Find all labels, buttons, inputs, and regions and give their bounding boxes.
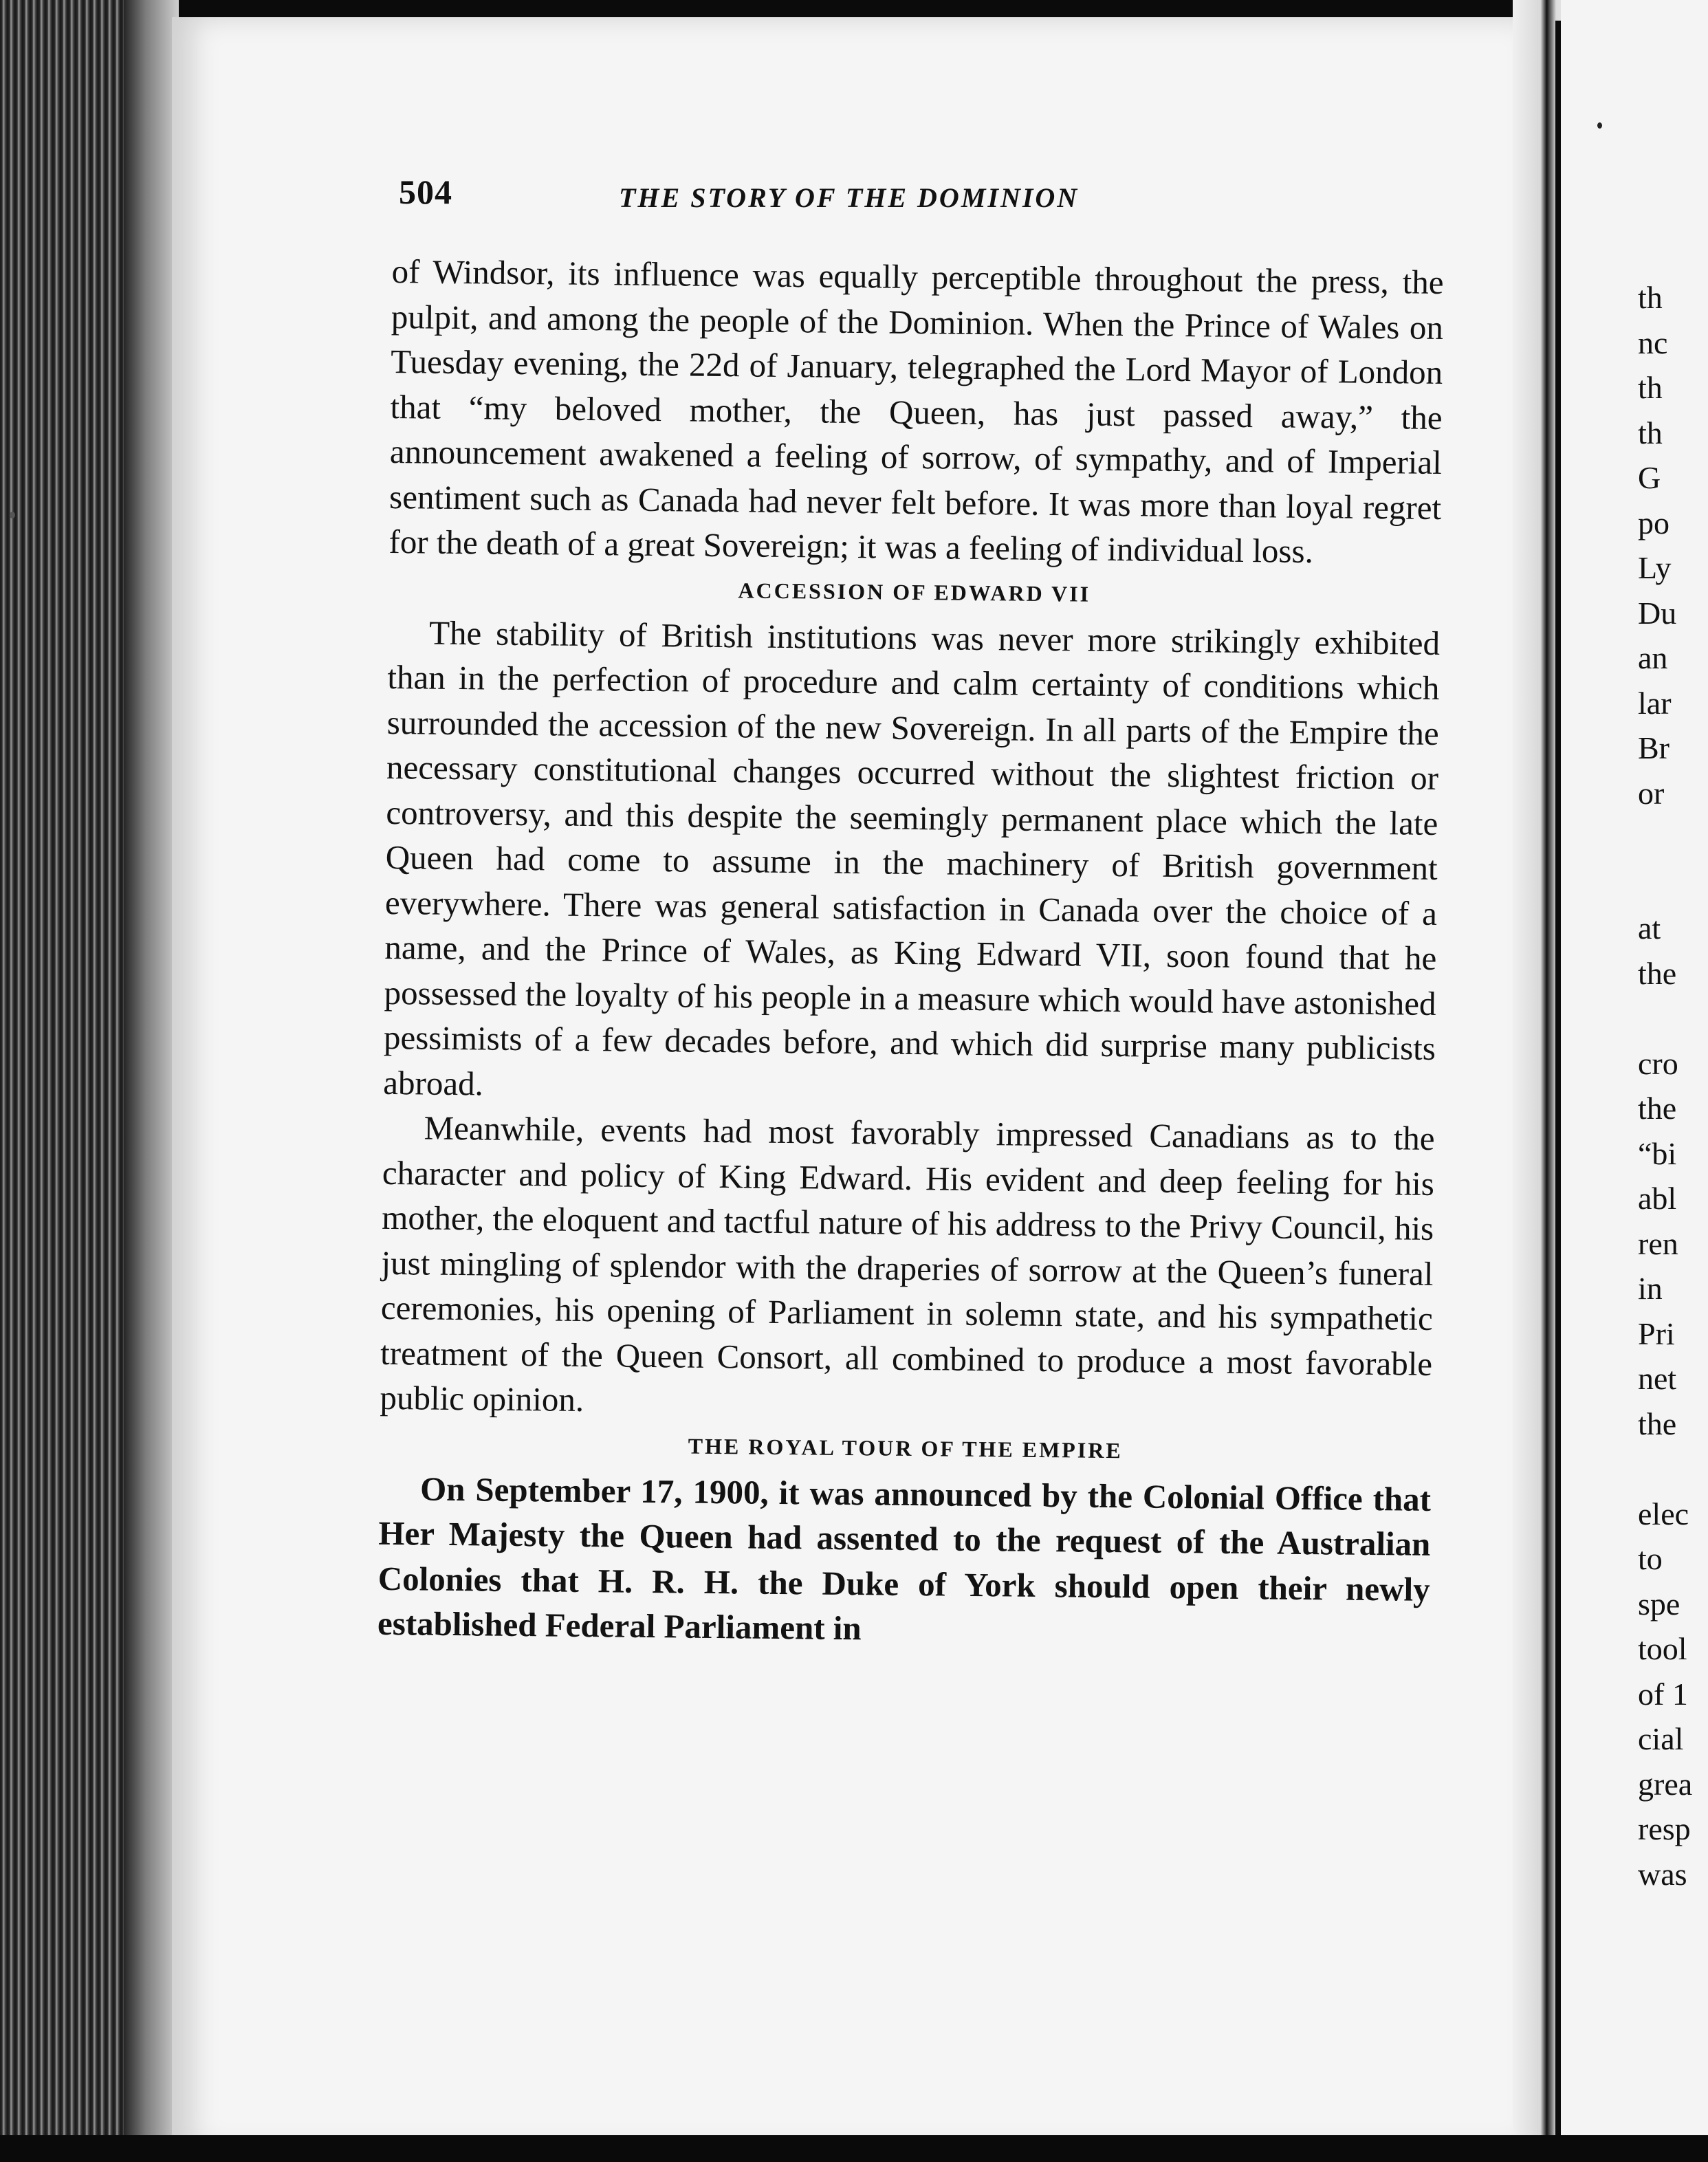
fragment-line: G (1638, 460, 1661, 495)
fragment-line: the (1638, 955, 1677, 991)
fragment-line: Br (1638, 730, 1669, 765)
fragment-line: Du (1638, 595, 1677, 631)
fragment-line: was (1638, 1856, 1687, 1892)
fragment-line: lar (1638, 685, 1672, 721)
fragment-line: resp (1638, 1811, 1691, 1846)
scan-bottom-border (0, 2135, 1708, 2162)
page-body (377, 249, 1444, 1657)
fragment-line: cro (1638, 1045, 1678, 1081)
fragment-line: th (1638, 415, 1663, 450)
section-heading-royal-tour: THE ROYAL TOUR OF THE EMPIRE (688, 1433, 1123, 1463)
fragment-line: elec (1638, 1496, 1689, 1531)
fragment-line (1638, 816, 1708, 861)
fragment-line: abl (1638, 1181, 1677, 1216)
section-heading-accession: ACCESSION OF EDWARD VII (738, 577, 1091, 607)
fragment-line: of 1 (1638, 1676, 1688, 1712)
fragment-line: the (1638, 1406, 1677, 1441)
fragment-line: an (1638, 640, 1668, 675)
fragment-line: or (1638, 775, 1665, 811)
paragraph-royal-tour: On September 17, 1900, it was announced by the Colonial Office that Her Majesty the Queen had assented to the request of the Australian Colonies that H. R. H. the Duke of York should open their newly established Federal Parliament in (377, 1470, 1432, 1648)
facing-page-text-fragments (1638, 275, 1708, 1897)
paragraph-windsor: of Windsor, its influence was equally perceptible throughout the press, the pulpit, and among the people of the Dominion. When the Prince of Wales on Tuesday evening, the 22d of January, telegraphed the Lord Mayor of London that “my beloved mother, the Queen, has just passed away,” the announcement awakened a feeling of sorrow, of sympathy, and of Imperial sentiment such as Canada had never felt before. It was more than loyal regret for the death of a great Sovereign; it was a feeling of individual loss. (388, 252, 1444, 571)
speck-mark-left (10, 512, 15, 518)
book-page-edges (0, 0, 179, 2162)
fragment-line (1638, 996, 1708, 1041)
fragment-line: in (1638, 1271, 1663, 1306)
fragment-line: nc (1638, 325, 1668, 360)
fragment-line: cial (1638, 1721, 1684, 1756)
fragment-line (1638, 1446, 1708, 1492)
fragment-line (1638, 861, 1708, 906)
fragment-line: the (1638, 1091, 1677, 1126)
speck-mark (1597, 122, 1602, 129)
fragment-line: net (1638, 1361, 1677, 1396)
fragment-line: tool (1638, 1631, 1687, 1666)
gutter-shadow-line (1555, 21, 1561, 2159)
fragment-line: “bi (1638, 1135, 1677, 1171)
fragment-line: ren (1638, 1225, 1678, 1261)
fragment-line: to (1638, 1541, 1663, 1576)
book-page-edges-shade (124, 0, 179, 2162)
fragment-line: Pri (1638, 1315, 1675, 1351)
paragraph-stability: The stability of British institutions was never more strikingly exhibited than in the perfection of procedure and calm certainty of conditions which surrounded the accession of the new Sovereign. In all parts of the Empire the necessary constitutional changes occurred without the slightest friction or controversy, and this despite the seemingly permanent place which the late Queen had come to assume in the machinery of British government everywhere. There was general satisfaction in Canada over the choice of a name, and the Prince of Wales, as King Edward VII, soon found that he possessed the loyalty of his people in a measure which would have astonished pessimists of a few decades before, and which did surprise many publicists abroad. (383, 613, 1441, 1102)
page-header (399, 172, 1224, 220)
fragment-line: th (1638, 280, 1663, 315)
fragment-line: po (1638, 505, 1669, 540)
page-number: 504 (399, 173, 452, 211)
fragment-line: grea (1638, 1766, 1693, 1802)
paragraph-meanwhile: Meanwhile, events had most favorably impressed Canadians as to the character and policy of King Edward. His evident and deep feeling for his mother, the eloquent and tactful nature of his address to the Privy Council, his just mingling of splendor with the draperies of sorrow at the Queen’s funeral ceremonies, his opening of Parliament in solemn state, and his sympathetic treatment of the Queen Consort, all combined to produce a most favorable public opinion. (380, 1109, 1435, 1419)
fragment-line: at (1638, 910, 1661, 946)
fragment-line: spe (1638, 1586, 1680, 1622)
running-title: THE STORY OF THE DOMINION (619, 182, 1080, 213)
fragment-line: th (1638, 370, 1663, 405)
fragment-line: Ly (1638, 550, 1672, 585)
